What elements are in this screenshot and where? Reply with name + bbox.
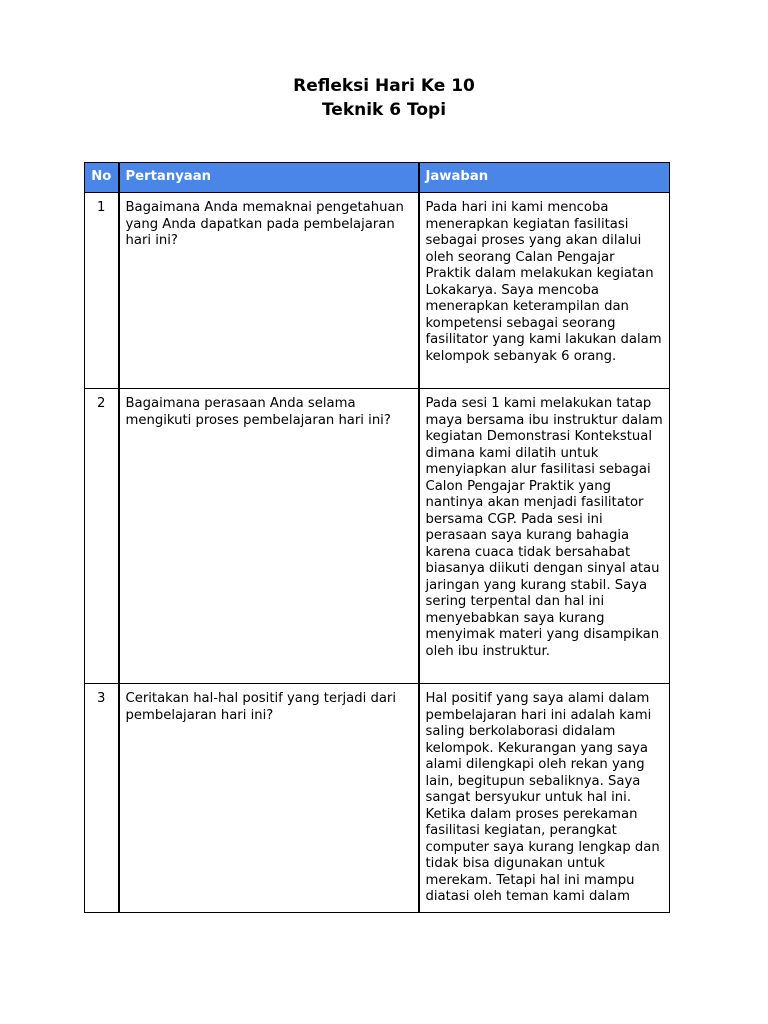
question-cell: Bagaimana perasaan Anda selama mengikuti proses pembelajaran hari ini? (119, 389, 419, 684)
row-number: 2 (85, 389, 119, 684)
reflection-table (84, 162, 670, 913)
title-line-2: Teknik 6 Topi (321, 100, 447, 120)
header-answer: Jawaban (419, 163, 670, 193)
header-question: Pertanyaan (119, 163, 419, 193)
answer-cell: Pada hari ini kami mencoba menerapkan kegiatan fasilitasi sebagai proses yang akan dilalui oleh seorang Calan Pengajar Praktik dalam melakukan kegiatan Lokakarya. Saya mencoba menerapkan keterampilan dan kompetensi sebagai seorang fasilitator yang kami lakukan dalam kelompok sebanyak 6 orang. (419, 193, 670, 389)
table-row (85, 684, 670, 913)
table-row (85, 389, 670, 684)
answer-cell: Hal positif yang saya alami dalam pembelajaran hari ini adalah kami saling berkolaborasi didalam kelompok. Kekurangan yang saya alami dilengkapi oleh rekan yang lain, begitupun sebaliknya. Saya sangat bersyukur untuk hal ini. Ketika dalam proses perekaman fasilitasi kegiatan, perangkat computer saya kurang lengkap dan tidak bisa digunakan untuk merekam. Tetapi hal ini mampu diatasi oleh teman kami dalam (419, 684, 670, 913)
question-cell: Ceritakan hal-hal positif yang terjadi dari pembelajaran hari ini? (119, 684, 419, 913)
answer-cell: Pada sesi 1 kami melakukan tatap maya bersama ibu instruktur dalam kegiatan Demonstrasi Kontekstual dimana kami dilatih untuk menyiapkan alur fasilitasi sebagai Calon Pengajar Praktik yang nantinya akan menjadi fasilitator bersama CGP. Pada sesi ini perasaan saya kurang bahagia karena cuaca tidak bersahabat biasanya diikuti dengan sinyal atau jaringan yang kurang stabil. Saya sering terpental dan hal ini menyebabkan saya kurang menyimak materi yang disampikan oleh ibu instruktur. (419, 389, 670, 684)
table-row (85, 193, 670, 389)
table-header-row (85, 163, 670, 193)
document-title (0, 74, 768, 122)
header-no: No (85, 163, 119, 193)
title-line-1: Refleksi Hari Ke 10 (293, 76, 475, 96)
row-number: 3 (85, 684, 119, 913)
row-number: 1 (85, 193, 119, 389)
question-cell: Bagaimana Anda memaknai pengetahuan yang Anda dapatkan pada pembelajaran hari ini? (119, 193, 419, 389)
